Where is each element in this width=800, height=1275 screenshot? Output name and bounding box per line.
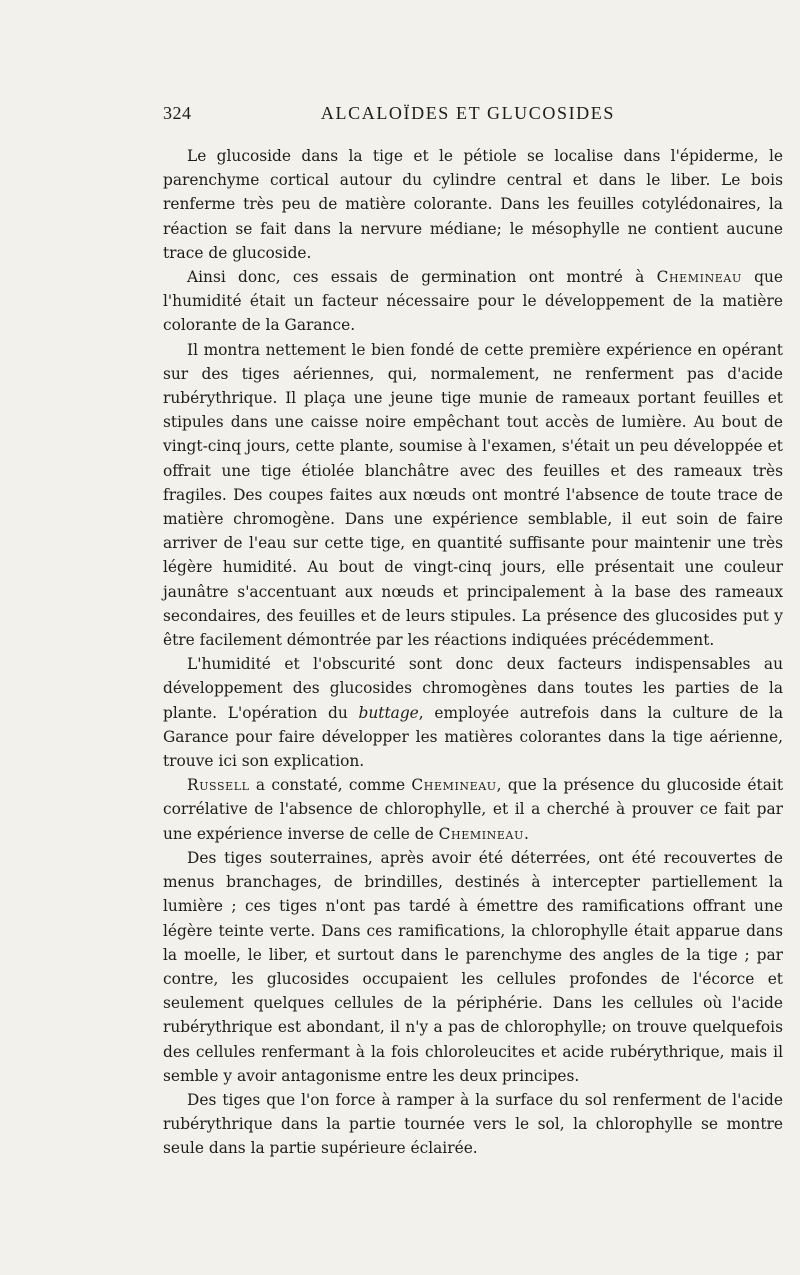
running-title: ALCALOÏDES ET GLUCOSIDES — [320, 103, 615, 123]
body-text — [163, 144, 783, 1161]
paragraph-russell — [163, 773, 783, 846]
italic-term-buttage: buttage — [358, 703, 419, 722]
paragraph-creeping-stems: Des tiges que l'on force à ramper à la surface du sol renferment de l'acide rubérythrique dans la partie tournée vers le sol, la chlorophylle se montre seule dans la partie supérieure éclairée. — [163, 1090, 783, 1158]
paragraph-text: , que la présence du glucoside était corrélative de l'absence de chlorophylle, et il a cherché à prouver ce fait par une expérience inverse de celle de — [163, 776, 784, 843]
paragraph-germination-conclusion — [163, 265, 783, 338]
page-header — [163, 103, 615, 127]
author-name-russell: Russell — [187, 776, 250, 795]
paragraph-underground-stems: Des tiges souterraines, après avoir été déterrées, ont été recouvertes de menus branchages, de brindilles, destinés à intercepter partiellement la lumière ; ces tiges n'ont pas tardé à émettre des ramifications offrant une légère teinte verte. Dans ces ramifications, la chlorophylle était apparue dans la moelle, le liber, et surtout dans le parenchyme des angles de la tige ; par contre, les glucosides occupaient les cellules profondes de l'écorce et seulement quelques cellules de la périphérie. Dans les cellules où l'acide rubérythrique est abondant, il n'y a pas de chlorophylle; on trouve quelquefois des cellules renfermant à la fois chloroleucites et acide rubérythrique, mais il semble y avoir antagonisme entre les deux principes. — [163, 848, 783, 1085]
author-name-chemineau: Chemineau — [438, 824, 524, 843]
paragraph-text: a constaté, comme — [249, 776, 412, 795]
paragraph-glucoside-localisation: Le glucoside dans la tige et le pétiole se localise dans l'épiderme, le parenchyme cortical autour du cylindre central et dans le liber. Le bois renferme très peu de matière colorante. Dans les feuilles cotylédonaires, la réaction se fait dans la nervure médiane; le mésophylle ne contient aucune trace de glucoside. — [163, 147, 783, 262]
paragraph-text: , employée autrefois dans la culture de la Garance pour faire développer les matières colorantes dans la tige aérienne, trouve ici son explication. — [163, 703, 784, 771]
paragraph-text: . — [523, 824, 529, 843]
page-number: 324 — [163, 103, 192, 123]
author-name-chemineau: Chemineau — [656, 268, 742, 287]
paragraph-text: L'humidité et l'obscurité sont donc deux facteurs indispensables au développement des glucosides chromogènes dans toutes les parties de la plante. L'opération du — [163, 655, 783, 722]
paragraph-humidity-darkness — [163, 652, 783, 773]
author-name-chemineau: Chemineau — [411, 776, 497, 795]
paragraph-text: que l'humidité était un facteur nécessaire pour le développement de la matière colorante de la Garance. — [163, 268, 784, 335]
paragraph-text: Ainsi donc, ces essais de germination ont montré à — [187, 268, 657, 287]
paragraph-aerial-stems-experiment: Il montra nettement le bien fondé de cette première expérience en opérant sur des tiges aériennes, qui, normalement, ne renferment pas d'acide rubérythrique. Il plaça une jeune tige munie de rameaux portant feuilles et stipules dans une caisse noire empêchant tout accès de lumière. Au bout de vingt-cinq jours, cette plante, soumise à l'examen, s'était un peu développée et offrait une tige étiolée blanchâtre avec des feuilles et des rameaux très fragiles. Des coupes faites aux nœuds ont montré l'absence de toute trace de matière chromogène. Dans une expérience semblable, il eut soin de faire arriver de l'eau sur cette tige, en quantité suffisante pour maintenir une très légère humidité. Au bout de vingt-cinq jours, elle présentait une couleur jaunâtre s'accentuant aux nœuds et principalement à la base des rameaux secondaires, des feuilles et de leurs stipules. La présence des glucosides put y être facilement démontrée par les réactions indiquées précédemment. — [163, 340, 783, 650]
